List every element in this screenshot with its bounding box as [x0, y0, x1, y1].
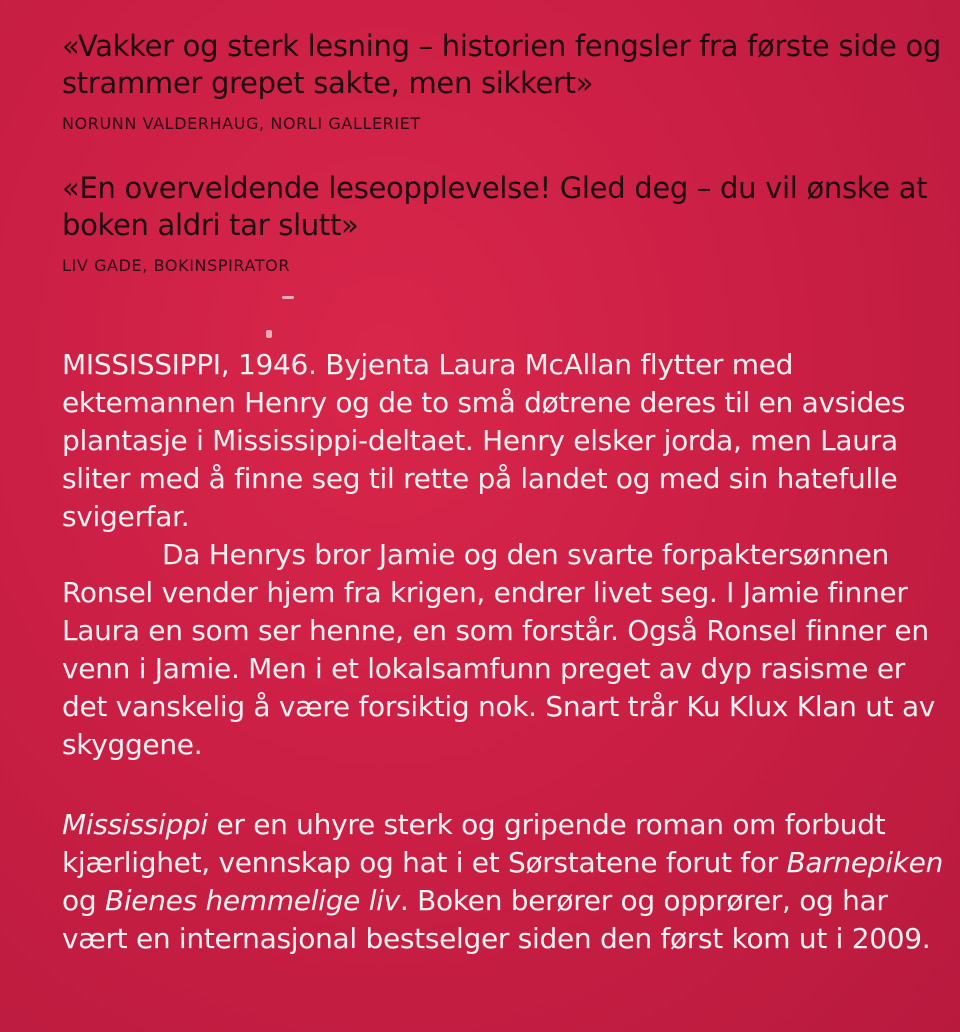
- description-paragraph: Da Henrys bror Jamie og den svarte forpaktersønnen Ronsel vender hjem fra krigen, endrer livet seg. I Jamie finner Laura en som ser henne, en som forstår. Også Ronsel finner en venn i Jamie. Men i et lokalsamfunn preget av dyp rasisme er det vanskelig å være forsiktig nok. Snart trår Ku Klux Klan ut av skyggene.: [62, 538, 936, 761]
- quote-source: NORUNN VALDERHAUG, NORLI GALLERIET: [62, 114, 421, 133]
- summary-text: . Boken berører og opprører, og har vært en internasjonal bestselger siden den først kom ut i 2009.: [62, 884, 931, 955]
- quote-text: «Vakker og sterk lesning – historien fengsler fra første side og strammer grepet sakte, men sikkert»: [62, 29, 942, 100]
- review-quote-2: [62, 170, 942, 275]
- book-title: Mississippi: [62, 808, 208, 841]
- description-paragraph: MISSISSIPPI, 1946. Byjenta Laura McAllan flytter med ektemannen Henry og de to små døtrene deres til en avsides plantasje i Mississippi-deltaet. Henry elsker jorda, men Laura sliter med å finne seg til rette på landet og med sin hatefulle svigerfar.: [62, 348, 906, 533]
- print-speck: [266, 330, 272, 338]
- summary-paragraph: [62, 806, 952, 958]
- quote-source: LIV GADE, BOKINSPIRATOR: [62, 256, 291, 275]
- summary-text: og: [62, 884, 105, 917]
- related-book-title: Barnepiken: [786, 846, 944, 879]
- book-description: [62, 346, 952, 764]
- related-book-title: Bienes hemmelige liv: [104, 884, 400, 917]
- print-speck: [282, 296, 294, 299]
- summary-text: er en uhyre sterk og gripende roman om forbudt kjærlighet, vennskap og hat i et Sørstatene forut for: [62, 808, 886, 879]
- review-quote-1: [62, 28, 942, 133]
- quote-text: «En overveldende leseopplevelse! Gled deg – du vil ønske at boken aldri tar slutt»: [62, 171, 928, 242]
- book-summary: [62, 806, 952, 958]
